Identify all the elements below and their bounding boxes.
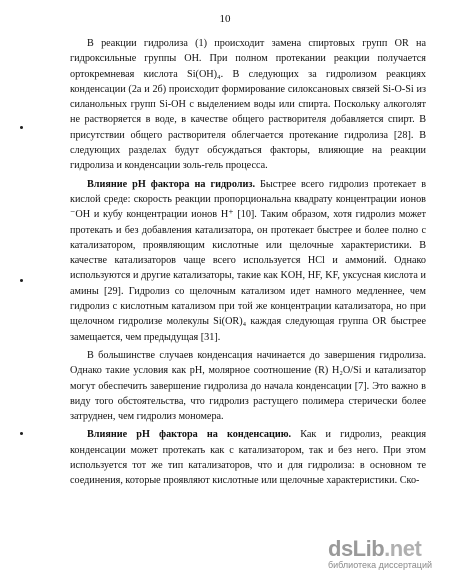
body-text [70,36,426,489]
paragraph-condensation-start [70,348,426,424]
watermark [328,536,436,572]
page-number: 10 [219,13,231,25]
paragraph-text: В реакции гидролиза (1) происходит замена спиртовых групп OR на гидроксильные группы OH. При полном протекании реакции получается ортокремневая кислота Si(OH)₄. В следующих за гидролизом реакциях конденсации (2a и 2б) происходит формирование силоксановых связей Si-O-Si из силанольных групп Si-OH с выделением воды или спирта. Поскольку алкоголят не растворяется в воде, в качестве общего растворителя добавляется спирт. В присутствии общего растворителя облегчается протекание гидролиза [28]. В следующих разделах будут обсуждаться факторы, влияющие на реакции гидролиза и конденсации золь-гель процесса. [70,38,426,172]
margin-mark [20,432,23,435]
watermark-logo-tld: .net [384,536,422,561]
paragraph-text: Быстрее всего гидролиз протекает в кислой среде: скорость реакции пропорциональна квадрату концентрации ионов ⁻OH и кубу концентрации ионов H⁺ [10]. Таким образом, хотя гидролиз может протекать и без добавления катализатора, он протекает быстрее и более полно с катализатором, проявляющим кислотные или щелочные характеристики. В качестве катализаторов чаще всего используется HCl и аммоний. Однако используются и другие катализаторы, такие как KOH, HF, KF, уксусная кислота и амины [29]. Гидролиз со щелочным катализом идет намного медленнее, чем гидролиз с кислотным катализом при той же концентрации катализатора, но при щелочном гидролизе молекулы Si(OR)₄ каждая следующая группа OR быстрее замещается, чем предыдущая [31]. [70,178,426,343]
margin-mark [20,126,23,129]
paragraph-lead: Влияние pH фактора на гидролиз. [87,178,256,190]
paragraph-text: В большинстве случаев конденсация начинается до завершения гидролиза. Однако такие условия как pH, молярное соотношение (R) H₂O/Si и катализатор могут обеспечить завершение гидролиза до начала конденсации [7]. Это важно в виду того обстоятельства, что гидролиз растущего полимера стерически более затруднен, чем гидролиз мономера. [70,349,426,423]
margin-mark [20,279,23,282]
paragraph-ph-hydrolysis [70,177,426,345]
paragraph-hydrolysis-intro [70,36,426,174]
watermark-logo [328,536,421,562]
paragraph-text: Как и гидролиз, реакция конденсации может протекать как с катализатором, так и без него. При этом используется тот же тип катализаторов, что и для гидролиза: в основном те соединения, которые проявляют кислотные или щелочные характеристики. Ско- [70,429,427,487]
paragraph-lead: Влияние pH фактора на конденсацию. [87,429,292,441]
paragraph-ph-condensation [70,427,426,488]
watermark-logo-main: dsLib [328,536,385,561]
watermark-subtitle: библиотека диссертаций [328,560,433,570]
